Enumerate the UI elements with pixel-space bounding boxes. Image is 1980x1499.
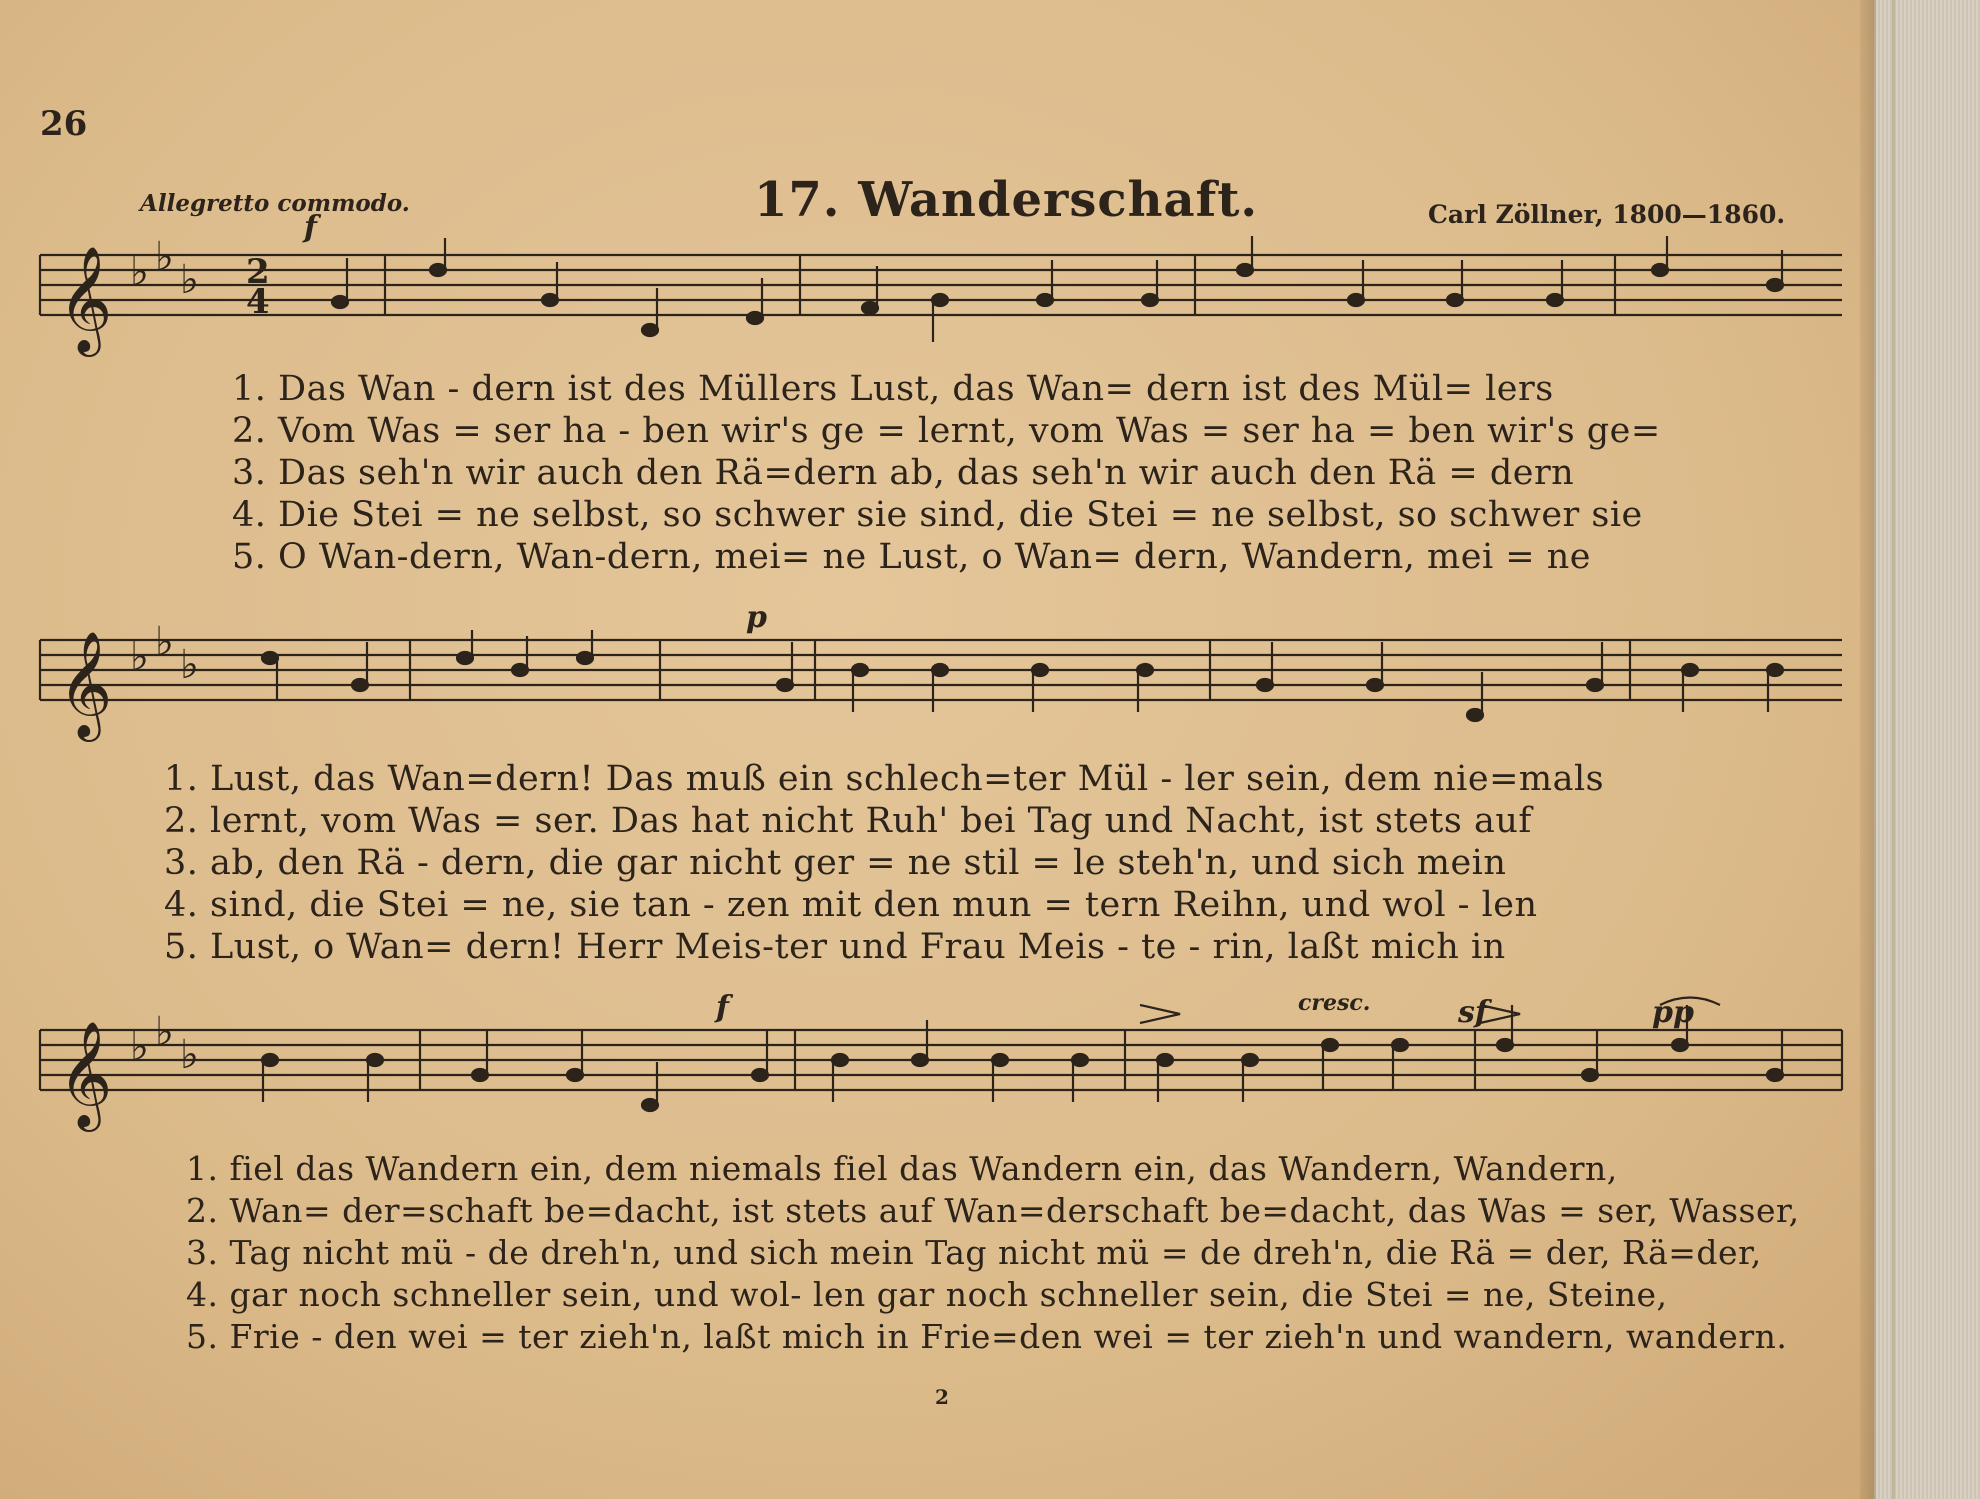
svg-text:♭: ♭ [180, 257, 199, 303]
verse-line: 3. Tag nicht mü - de dreh'n, und sich mein Tag nicht mü = de dreh'n, die Rä = der, Rä=der, [186, 1233, 1762, 1272]
verse-line: 1. fiel das Wandern ein, dem niemals fiel das Wandern ein, das Wandern, Wandern, [186, 1149, 1618, 1188]
verse-line: 2. lernt, vom Was = ser. Das hat nicht Ruh' bei Tag und Nacht, ist stets auf [164, 801, 1532, 841]
verse-line: 4. sind, die Stei = ne, sie tan - zen mit den mun = tern Reihn, und wol - len [164, 885, 1538, 925]
treble-clef-icon: 𝄞 [58, 1020, 113, 1127]
svg-text:♭: ♭ [130, 1024, 149, 1070]
verse-line: 5. Frie - den wei = ter zieh'n, laßt mich in Frie=den wei = ter zieh'n und wandern, wandern. [186, 1317, 1788, 1356]
time-signature-bottom: 4 [246, 282, 270, 322]
dynamic-piano: p [746, 600, 767, 635]
notes-system-1 [332, 236, 1783, 342]
staff-system-3 [40, 1030, 1842, 1090]
lyrics-system-2 [164, 758, 1604, 968]
verse-line: 3. Das seh'n wir auch den Rä=dern ab, das seh'n wir auch den Rä = dern [232, 453, 1575, 493]
svg-text:♭: ♭ [155, 619, 174, 665]
treble-clef-icon: 𝄞 [58, 630, 113, 737]
dynamic-sforzando: sf [1458, 995, 1488, 1030]
tempo-marking: Allegretto commodo. [140, 190, 410, 217]
verse-line: 3. ab, den Rä - dern, die gar nicht ger = ne stil = le steh'n, und sich mein [164, 843, 1507, 883]
verse-line: 1. Lust, das Wan=dern! Das muß ein schlech=ter Mül - ler sein, dem nie=mals [164, 759, 1605, 799]
verse-line: 5. Lust, o Wan= dern! Herr Meis-ter und Frau Meis - te - rin, laßt mich in [164, 927, 1506, 967]
svg-text:♭: ♭ [180, 1032, 199, 1078]
verse-line: 1. Das Wan - dern ist des Müllers Lust, das Wan= dern ist des Mül= lers [232, 369, 1554, 409]
dynamic-crescendo: cresc. [1298, 990, 1371, 1016]
treble-clef-icon: 𝄞 [58, 245, 113, 352]
verse-line: 4. gar noch schneller sein, und wol- len gar noch schneller sein, die Stei = ne, Steine, [186, 1275, 1668, 1314]
notes-system-2 [262, 630, 1783, 721]
accent-mark [1140, 1005, 1180, 1023]
dynamic-pianissimo: pp [1652, 995, 1694, 1030]
time-signature-top: 2 [246, 252, 270, 292]
svg-text:♭: ♭ [180, 642, 199, 688]
svg-text:♭: ♭ [155, 234, 174, 280]
lyrics-system-1 [232, 368, 1661, 578]
dynamic-forte: f [304, 210, 317, 245]
verse-line: 5. O Wan-dern, Wan-dern, mei= ne Lust, o Wan= dern, Wandern, mei = ne [232, 537, 1591, 577]
notes-system-3 [262, 1005, 1783, 1111]
song-title: 17. Wanderschaft. [754, 172, 1259, 228]
svg-text:♭: ♭ [130, 634, 149, 680]
lyrics-system-3 [186, 1148, 1800, 1358]
page-number: 26 [40, 104, 88, 144]
verse-line: 2. Wan= der=schaft be=dacht, ist stets auf Wan=derschaft be=dacht, das Was = ser, Wasser, [186, 1191, 1800, 1230]
composer-credit: Carl Zöllner, 1800—1860. [1428, 200, 1786, 229]
svg-text:♭: ♭ [155, 1009, 174, 1055]
verse-line: 2. Vom Was = ser ha - ben wir's ge = lernt, vom Was = ser ha = ben wir's ge= [232, 411, 1661, 451]
book-binding [1874, 0, 1980, 1499]
flat-sign-icon: ♭ [130, 249, 149, 295]
signature-mark: 2 [935, 1385, 949, 1409]
verse-line: 4. Die Stei = ne selbst, so schwer sie sind, die Stei = ne selbst, so schwer sie [232, 495, 1643, 535]
dynamic-forte: f [716, 990, 729, 1025]
